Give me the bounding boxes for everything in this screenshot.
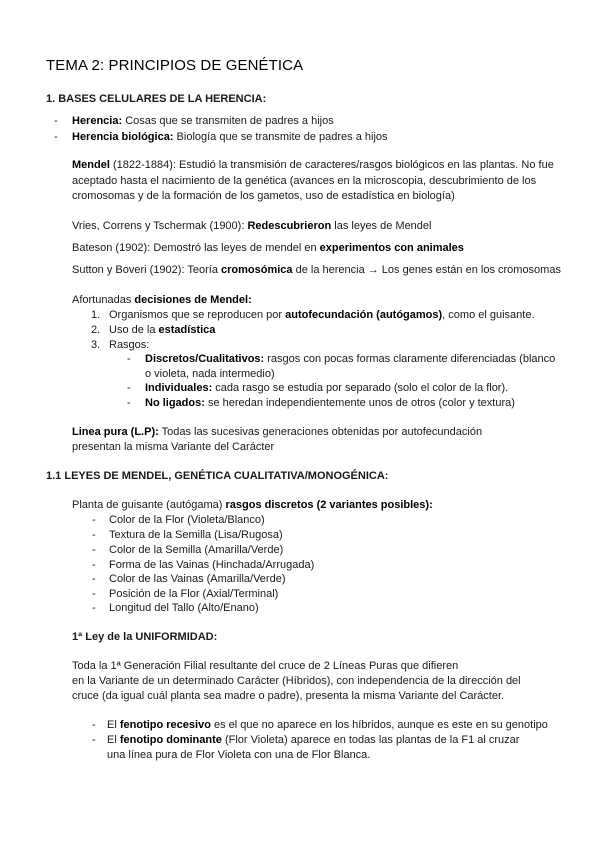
definition-herencia: Herencia: Cosas que se transmiten de padres a hijos — [72, 115, 334, 127]
bullet-dash: - — [54, 115, 58, 127]
bullet-dash: - — [92, 529, 96, 541]
bullet-dash: - — [127, 397, 131, 409]
trait-item: No ligados: se heredan independientemente unos de otros (color y textura) — [145, 397, 515, 409]
pea-trait: Color de la Semilla (Amarilla/Verde) — [109, 544, 284, 556]
dominant-bullet: El fenotipo dominante (Flor Violeta) aparece en todas las plantas de la F1 al cruzar — [107, 734, 520, 746]
law1-paragraph-line: cruce (da igual cuál planta sea madre o padre), presenta la misma Variante del Carácter. — [72, 690, 505, 702]
pea-trait: Posición de la Flor (Axial/Terminal) — [109, 588, 279, 600]
mendel-paragraph-line: aceptado hasta el nacimiento de la genética (avances en la microscopia, descubrimiento de los — [72, 175, 537, 187]
bullet-dash: - — [54, 131, 58, 143]
pea-trait: Longitud del Tallo (Alto/Enano) — [109, 602, 259, 614]
law1-paragraph-line: en la Variante de un determinado Carácter (Híbridos), con independencia de la dirección del — [72, 675, 521, 687]
sutton-paragraph: Sutton y Boveri (1902): Teoría cromosómica de la herencia → Los genes están en los cromosomas — [72, 264, 561, 276]
section-heading-1: 1. BASES CELULARES DE LA HERENCIA: — [46, 93, 267, 105]
page-title: TEMA 2: PRINCIPIOS DE GENÉTICA — [46, 57, 304, 74]
pea-trait: Forma de las Vainas (Hinchada/Arrugada) — [109, 559, 315, 571]
bullet-dash: - — [92, 573, 96, 585]
list-number: 3. — [91, 339, 101, 351]
decision-item: Uso de la estadística — [109, 324, 216, 336]
section-heading-1-1: 1.1 LEYES DE MENDEL, GENÉTICA CUALITATIVA/MONOGÉNICA: — [46, 470, 389, 482]
bullet-dash: - — [92, 559, 96, 571]
bateson-paragraph: Bateson (1902): Demostró las leyes de mendel en experimentos con animales — [72, 242, 464, 254]
law1-heading: 1ª Ley de la UNIFORMIDAD: — [72, 631, 218, 643]
guisante-intro: Planta de guisante (autógama) rasgos discretos (2 variantes posibles): — [72, 499, 433, 511]
vries-paragraph: Vries, Correns y Tschermak (1900): Redescubrieron las leyes de Mendel — [72, 220, 432, 232]
linea-pura-paragraph: Linea pura (L.P): Todas las sucesivas generaciones obtenidas por autofecundación — [72, 426, 483, 438]
pea-trait: Color de la Flor (Violeta/Blanco) — [109, 514, 265, 526]
bullet-dash: - — [92, 602, 96, 614]
pea-trait: Color de las Vainas (Amarilla/Verde) — [109, 573, 286, 585]
decision-item: Rasgos: — [109, 339, 150, 351]
law1-paragraph-line: Toda la 1ª Generación Filial resultante del cruce de 2 Líneas Puras que difieren — [72, 660, 459, 672]
trait-item: Discretos/Cualitativos: rasgos con pocas formas claramente diferenciadas (blanco — [145, 353, 556, 365]
dominant-bullet-continuation: una línea pura de Flor Violeta con una de Flor Blanca. — [107, 749, 371, 761]
bullet-dash: - — [127, 353, 131, 365]
bullet-dash: - — [92, 588, 96, 600]
recessive-bullet: El fenotipo recesivo es el que no aparece en los híbridos, aunque es este en su genotipo — [107, 719, 548, 731]
bullet-dash: - — [92, 514, 96, 526]
mendel-paragraph-line: cromosomas y de la formación de los gametos, uso de estadística en biología) — [72, 190, 455, 202]
bullet-dash: - — [127, 382, 131, 394]
mendel-paragraph-line: Mendel (1822-1884): Estudió la transmisión de caracteres/rasgos biológicos en las plantas. No fue — [72, 159, 554, 171]
decisions-heading: Afortunadas decisiones de Mendel: — [72, 294, 252, 306]
trait-item-continuation: o violeta, nada intermedio) — [145, 368, 275, 380]
linea-pura-continuation: presentan la misma Variante del Carácter — [72, 441, 275, 453]
list-number: 1. — [91, 309, 101, 321]
pea-trait: Textura de la Semilla (Lisa/Rugosa) — [109, 529, 283, 541]
definition-herencia-biologica: Herencia biológica: Biología que se transmite de padres a hijos — [72, 131, 388, 143]
bullet-dash: - — [92, 719, 96, 731]
list-number: 2. — [91, 324, 101, 336]
decision-item: Organismos que se reproducen por autofecundación (autógamos), como el guisante. — [109, 309, 535, 321]
trait-item: Individuales: cada rasgo se estudia por separado (solo el color de la flor). — [145, 382, 509, 394]
bullet-dash: - — [92, 544, 96, 556]
bullet-dash: - — [92, 734, 96, 746]
